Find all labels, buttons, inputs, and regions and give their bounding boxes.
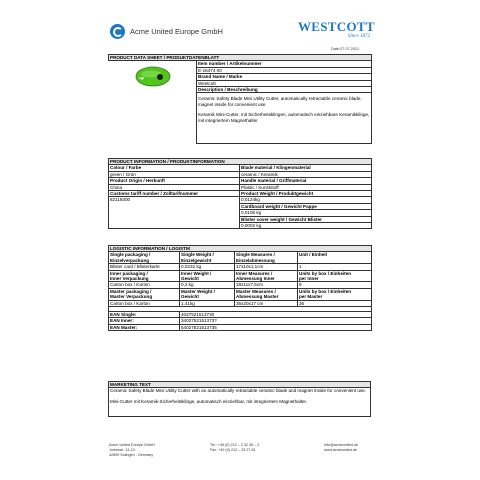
brand-label: Brand Name / Marke: [197, 74, 372, 80]
blister-value: 0,0002 kg: [240, 223, 372, 229]
handle-value: Plastic / Kunststoff: [240, 184, 372, 190]
product-info-title: PRODUCT INFORMATION / PRODUKTINFORMATION: [109, 159, 372, 165]
origin-value: China: [109, 184, 240, 190]
product-data-title: PRODUCT DATA SHEET / PRODUKTDATENBLATT: [109, 55, 372, 61]
blade-value: ceramic / Keramik: [240, 171, 372, 177]
inner-measures-value: 18x11x7,5cm: [235, 282, 298, 288]
ean-master-label: EAN Master:: [109, 324, 180, 330]
company-logo: [110, 24, 223, 39]
unit-value: 1: [298, 264, 372, 270]
marketing-body: [109, 388, 371, 417]
unit-header: Unit / Einheit: [298, 252, 372, 264]
logistic-title: LOGISTIC INFORMATION / LOGISTIK: [109, 246, 372, 252]
footer-email[interactable]: info@acmeunited.de: [324, 443, 358, 447]
inner-weight-value: 0,2 kg: [180, 282, 235, 288]
inner-packaging-value: Carton box / Karton: [109, 282, 180, 288]
footer-company: Acme United Europe GmbH: [109, 443, 155, 447]
marketing-text-de: Mini-Cutter mit Keramik-Sicherheitsklinge, automatisch einziehbar, mit integriertem Magnethalter.: [110, 398, 308, 404]
marketing-text-en: Ceramic Safety Blade Mini Utility Cutter with an automatically retractable ceramic blade and magnet inside for convenient use.: [110, 388, 367, 394]
ean-single-value: 4027521513730: [180, 312, 372, 318]
description-text: [197, 93, 372, 142]
single-weight-header: Single Weight / Einzelgewicht: [180, 252, 235, 264]
item-number-label: Item number / Artikelnummer: [197, 61, 372, 67]
marketing-table: [108, 381, 371, 417]
inner-packaging-header: Inner packaging / Inner Verpackung: [109, 270, 180, 282]
footer-fax: Fax: +49 (0) 212 – 33 27 81: [210, 448, 256, 452]
units-per-master-header: Units by box / Einheiten per Master: [298, 288, 372, 300]
logistic-table: [108, 245, 372, 331]
units-per-inner-value: 6: [298, 282, 372, 288]
single-packaging-value: Blister card / Blisterkarte: [109, 264, 180, 270]
ean-inner-value: 3402752151373?: [180, 318, 372, 324]
footer-street: Jurkerstr. 13-15: [109, 448, 135, 452]
footer-website[interactable]: www.acmeunited.de: [324, 448, 357, 452]
weight-value: 0,0124kg: [240, 197, 372, 203]
units-per-master-value: 36: [298, 300, 372, 306]
master-measures-header: Master Measures / Abmessung Master: [235, 288, 298, 300]
description-label: Description / Beschreibung: [197, 87, 372, 93]
westcott-logo: [298, 19, 375, 39]
single-weight-value: 0,0232 kg: [180, 264, 235, 270]
ean-single-label: EAN Single:: [109, 312, 180, 318]
cutter-product-icon: [135, 66, 171, 87]
units-per-inner-header: Units by box / Einheiten per Inner: [298, 270, 372, 282]
product-image-cell: [109, 61, 197, 144]
tariff-label: Customs tariff number / Zolltarifnummer: [109, 191, 240, 197]
marketing-title: MARKETING TEXT: [109, 382, 371, 388]
inner-weight-header: Inner Weight / Gewicht: [180, 270, 235, 282]
master-packaging-header: Master packaging / Master Verpackung: [109, 288, 180, 300]
handle-label: Handle material / Griffmaterial: [240, 178, 372, 184]
ean-inner-label: EAN Inner:: [109, 318, 180, 324]
product-info-table: [108, 158, 372, 229]
brand-value: Westcott: [197, 80, 372, 86]
description-en: Ceramic Safety Blade Mini Utility Cutter, automatically retractable ceramic blade, magnet inside for convenient use: [198, 96, 362, 107]
document-date: Date:27.07.2021: [331, 47, 360, 51]
single-packaging-header: Single packaging / Einzelverpackung: [109, 252, 180, 264]
company-name: Acme United Europe GmbH: [130, 27, 223, 36]
footer-city: 42699 Solingen - Germany: [109, 453, 154, 457]
footer-phone: [210, 443, 259, 453]
item-number-value: E-16474 00: [197, 67, 372, 73]
cardboard-label: Cardboard weight / Gewicht Pappe: [240, 203, 372, 209]
tariff-value: 82119300: [109, 197, 240, 229]
brand-tagline: Since 1872: [347, 34, 370, 39]
single-measures-value: 17x10x1,1cm: [235, 264, 298, 270]
ean-master-value: 54027521513735: [180, 324, 372, 330]
master-packaging-value: Carton box / Karton: [109, 300, 180, 306]
acme-logo-icon: [110, 24, 125, 39]
weight-label: Product Weight / Produktgewicht: [240, 191, 372, 197]
origin-label: Product Origin / Herkunft: [109, 178, 240, 184]
colour-value: green / Grün: [109, 171, 240, 177]
footer-contact: [324, 443, 358, 453]
footer-tel: Tel.: +49 (0) 212 – 2 32 45 – 0: [210, 443, 260, 447]
single-measures-header: Single Measures / Einzelabmessung: [235, 252, 298, 264]
description-de: Keramik Mini-Cutter, mit Sicherheitsklingen, automatisch einziehbare Keramikklinge, mit integriertem Magnethalter: [198, 112, 370, 123]
blade-label: Blade material / Klingenmaterial: [240, 165, 372, 171]
master-weight-header: Master Weight / Gewicht: [180, 288, 235, 300]
master-weight-value: 1,41kg: [180, 300, 235, 306]
colour-label: Colour / Farbe: [109, 165, 240, 171]
inner-measures-header: Inner Measures / Abmessung Inner: [235, 270, 298, 282]
description-spacer: [197, 141, 372, 144]
product-data-table: [108, 54, 372, 144]
cardboard-value: 0,0106 kg: [240, 210, 372, 216]
footer-address: [109, 443, 155, 458]
master-measures-value: 35x20x17 cm: [235, 300, 298, 306]
blister-label: Blister cover weight / Gewicht Blister: [240, 216, 372, 222]
brand-logo-text: WESTCOTT: [298, 19, 375, 34]
